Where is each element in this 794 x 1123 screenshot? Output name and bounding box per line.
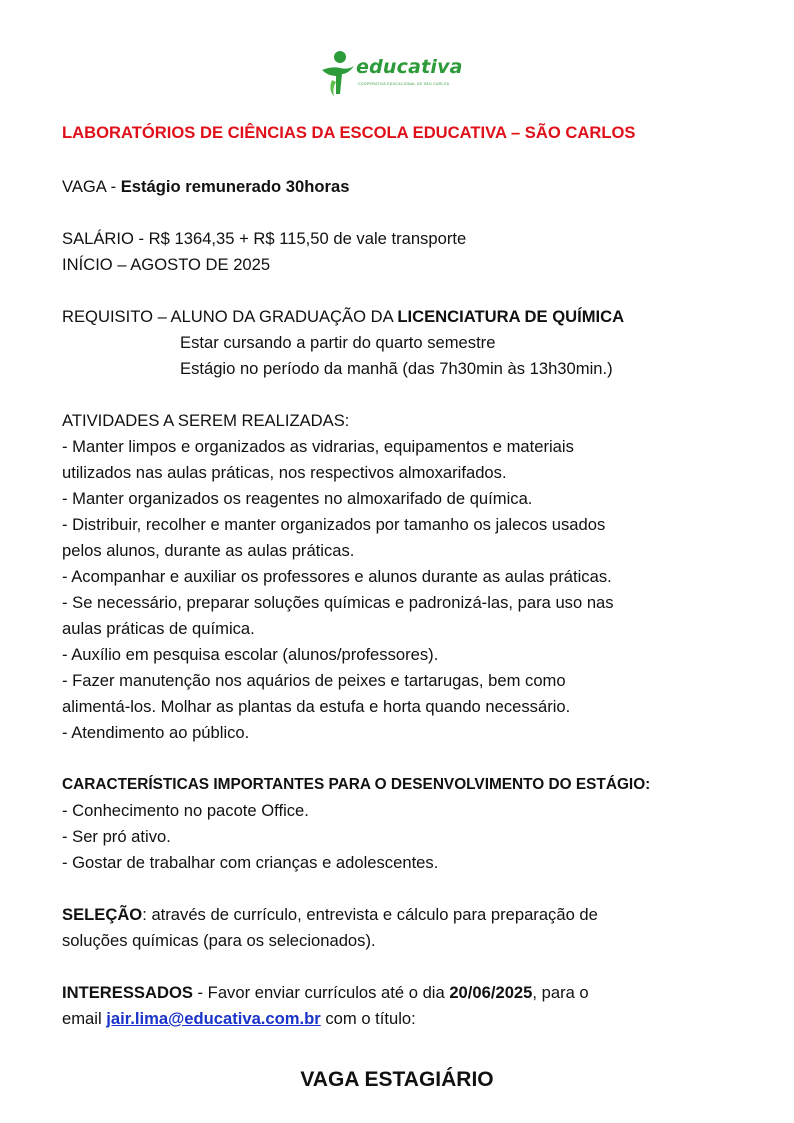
atividade-line: alimentá-los. Molhar as plantas da estufa e horta quando necessário. <box>62 697 571 716</box>
requisito-label: REQUISITO – ALUNO DA GRADUAÇÃO DA <box>62 307 398 326</box>
requisito-line <box>62 304 742 330</box>
vaga-label: VAGA - <box>62 177 121 196</box>
email-prefix: email <box>62 1009 107 1028</box>
atividade-line: pelos alunos, durante as aulas práticas. <box>62 541 355 560</box>
atividade-line: - Acompanhar e auxiliar os professores e alunos durante as aulas práticas. <box>62 567 612 586</box>
requisito-semestre: Estar cursando a partir do quarto semestre <box>180 333 496 352</box>
vaga-line <box>62 174 742 200</box>
email-link[interactable]: jair.lima@educativa.com.br <box>106 1009 321 1028</box>
logo-wordmark: educativa <box>356 56 463 78</box>
inicio-line: INÍCIO – AGOSTO DE 2025 <box>62 255 271 274</box>
atividade-line: - Auxílio em pesquisa escolar (alunos/professores). <box>62 645 439 664</box>
headline-vaga-estagiario: VAGA ESTAGIÁRIO <box>300 1068 494 1091</box>
email-suffix: com o título: <box>320 1009 416 1028</box>
deadline-date: 20/06/2025 <box>449 983 533 1002</box>
atividade-line: - Manter organizados os reagentes no almoxarifado de química. <box>62 489 533 508</box>
atividade-line: - Manter limpos e organizados as vidrarias, equipamentos e materiais <box>62 437 574 456</box>
selecao-text: : através de currículo, entrevista e cálculo para preparação de <box>142 905 598 924</box>
email-line <box>62 1006 742 1032</box>
interessados-label: INTERESSADOS <box>62 983 193 1002</box>
caracteristica-line: - Conhecimento no pacote Office. <box>62 801 309 820</box>
logo-subtitle: COOPERATIVA EDUCACIONAL DE SÃO CARLOS <box>358 82 450 86</box>
requisito-periodo: Estágio no período da manhã (das 7h30min às 13h30min.) <box>180 359 613 378</box>
atividade-line: - Se necessário, preparar soluções químicas e padronizá-las, para uso nas <box>62 593 614 612</box>
selecao-label: SELEÇÃO <box>62 905 143 924</box>
page-title: LABORATÓRIOS DE CIÊNCIAS DA ESCOLA EDUCATIVA – SÃO CARLOS <box>62 123 636 142</box>
requisito-course: LICENCIATURA DE QUÍMICA <box>397 307 625 326</box>
selecao-line-2: soluções químicas (para os selecionados). <box>62 931 376 950</box>
interessados-text: - Favor enviar currículos até o dia <box>192 983 450 1002</box>
atividade-line: - Distribuir, recolher e manter organizados por tamanho os jalecos usados <box>62 515 606 534</box>
atividade-line: - Atendimento ao público. <box>62 723 250 742</box>
vaga-value: Estágio remunerado 30horas <box>120 177 350 196</box>
educativa-logo <box>318 44 478 100</box>
salario-line: SALÁRIO - R$ 1364,35 + R$ 115,50 de vale transporte <box>62 229 467 248</box>
interessados-line <box>62 980 742 1006</box>
atividade-line: - Fazer manutenção nos aquários de peixes e tartarugas, bem como <box>62 671 566 690</box>
selecao-line <box>62 902 742 928</box>
job-posting <box>62 120 742 1032</box>
interessados-text-2: , para o <box>532 983 589 1002</box>
atividade-line: utilizados nas aulas práticas, nos respectivos almoxarifados. <box>62 463 507 482</box>
person-leaf-icon <box>318 50 358 98</box>
caracteristicas-heading: CARACTERÍSTICAS IMPORTANTES PARA O DESENVOLVIMENTO DO ESTÁGIO: <box>62 776 651 793</box>
atividade-line: aulas práticas de química. <box>62 619 255 638</box>
caracteristica-line: - Gostar de trabalhar com crianças e adolescentes. <box>62 853 439 872</box>
atividades-heading: ATIVIDADES A SEREM REALIZADAS: <box>62 411 350 430</box>
caracteristica-line: - Ser pró ativo. <box>62 827 171 846</box>
